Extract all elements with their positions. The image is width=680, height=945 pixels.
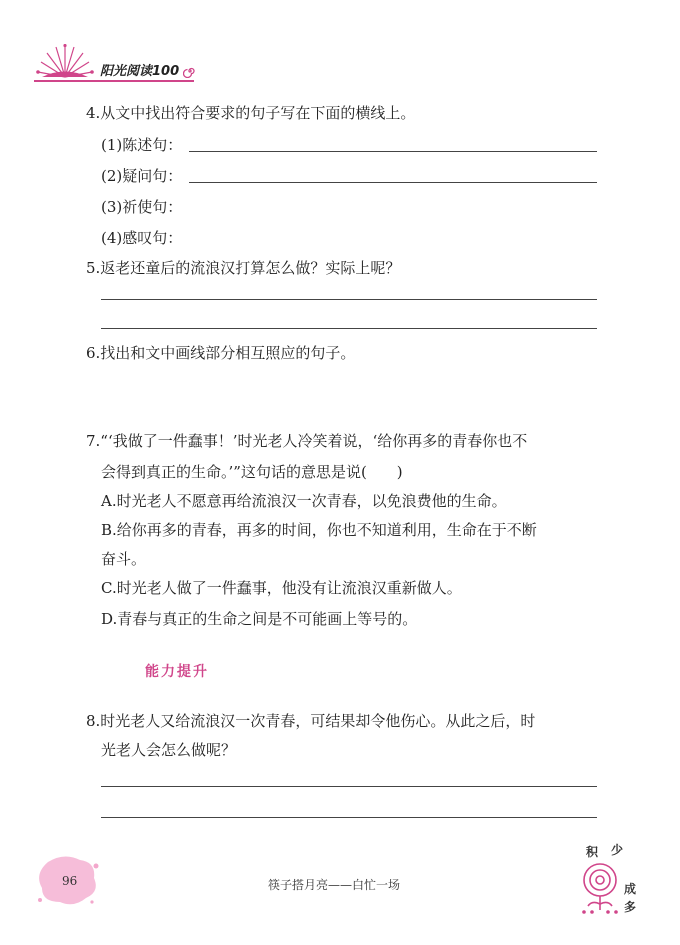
- side-logo-char-3: 成: [624, 882, 637, 896]
- question-4-item-interrogative: (2)疑问句：: [101, 167, 183, 185]
- question-4-stem: 4.从文中找出符合要求的句子写在下面的横线上。: [86, 104, 416, 122]
- footer-motto: 筷子搭月亮——白忙一场: [268, 878, 401, 892]
- question-7-option-b-line1: B.给你再多的青春，再多的时间，你也不知道利用，生命在于不断: [101, 521, 537, 539]
- section-title: 能力提升: [145, 664, 209, 680]
- swirl-icon: [183, 63, 197, 82]
- answer-line: [101, 817, 597, 818]
- question-7-option-a: A.时光老人不愿意再给流浪汉一次青春，以免浪费他的生命。: [101, 492, 507, 510]
- flower-logo-icon: [578, 858, 626, 916]
- question-7-option-c: C.时光老人做了一件蠢事，他没有让流浪汉重新做人。: [101, 579, 462, 597]
- page-number: 96: [62, 874, 78, 888]
- header-rule: [34, 80, 194, 82]
- side-logo-char-4: 多: [624, 900, 637, 914]
- question-4-item-exclamatory: (4)感叹句：: [101, 229, 183, 247]
- header-title: 阳光阅读100: [100, 64, 180, 79]
- question-7-stem-line1: 7.“‘我做了一件蠢事！’时光老人冷笑着说，‘给你再多的青春你也不: [86, 432, 528, 450]
- question-7-option-b-line2: 奋斗。: [101, 550, 147, 568]
- question-5-stem: 5.返老还童后的流浪汉打算怎么做？实际上呢？: [86, 259, 401, 277]
- side-logo-char-1: 积: [586, 845, 599, 859]
- side-logo-char-2: 少: [611, 843, 624, 857]
- question-4-item-imperative: (3)祈使句：: [101, 198, 183, 216]
- question-7-stem-line2: 会得到真正的生命。’”这句话的意思是说( ): [101, 463, 403, 481]
- question-7-option-d: D.青春与真正的生命之间是不可能画上等号的。: [101, 610, 418, 628]
- answer-line: [189, 151, 597, 152]
- question-4-item-declarative: (1)陈述句：: [101, 136, 183, 154]
- question-8-stem-line1: 8.时光老人又给流浪汉一次青春，可结果却令他伤心。从此之后，时: [86, 712, 536, 730]
- answer-line: [101, 786, 597, 787]
- header-fan-logo: [34, 44, 96, 80]
- question-6-stem: 6.找出和文中画线部分相互照应的句子。: [86, 344, 356, 362]
- answer-line: [101, 328, 597, 329]
- question-8-stem-line2: 光老人会怎么做呢？: [101, 741, 237, 759]
- answer-line: [101, 299, 597, 300]
- answer-line: [189, 182, 597, 183]
